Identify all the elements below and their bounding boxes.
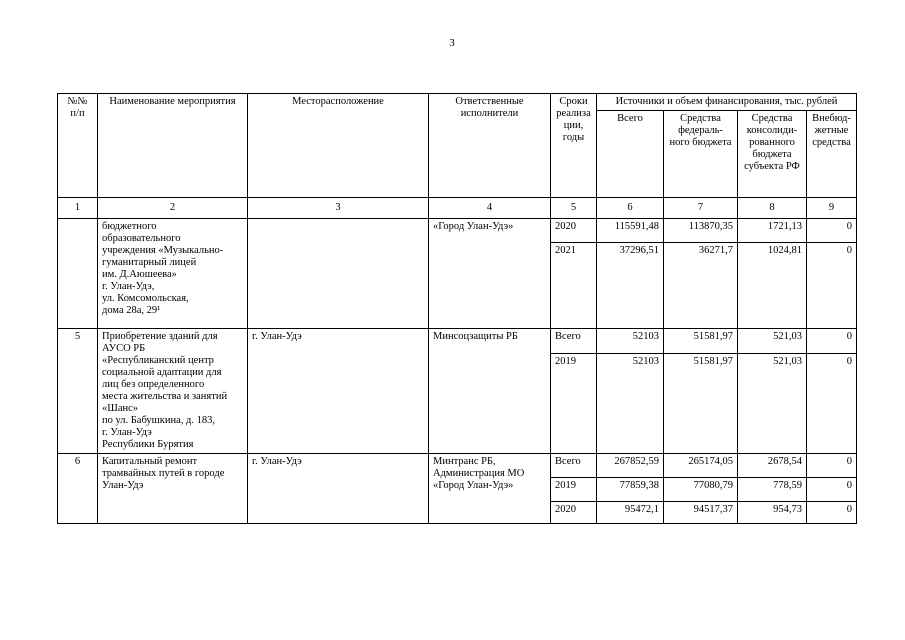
row-location: [248, 219, 429, 329]
column-number-row: [58, 198, 857, 219]
row-extra: 0: [807, 454, 857, 478]
header-extra: Внебюд- жетные средства: [807, 111, 857, 198]
row-extra: 0: [807, 243, 857, 329]
col-number: 6: [597, 198, 664, 219]
row-regional: 2678,54: [738, 454, 807, 478]
row-name: Приобретение зданий для АУСО РБ «Республиканский центр социальной адаптации для лиц без определенного места жительства и занятий «Шанс» по ул. Бабушкина, д. 183, г. Улан-Удэ Республики Бурятия: [98, 329, 248, 454]
row-total: 95472,1: [597, 502, 664, 524]
col-number: 2: [98, 198, 248, 219]
row-federal: 94517,37: [664, 502, 738, 524]
header-total: Всего: [597, 111, 664, 198]
header-years: Сроки реализа ции, годы: [551, 94, 597, 198]
row-year: 2020: [551, 219, 597, 243]
header-name: Наименование мероприятия: [98, 94, 248, 198]
row-extra: 0: [807, 478, 857, 502]
row-regional: 521,03: [738, 329, 807, 354]
row-total: 77859,38: [597, 478, 664, 502]
table-row: [58, 454, 857, 478]
row-total: 267852,59: [597, 454, 664, 478]
page-number: 3: [449, 37, 455, 49]
table-row: [58, 329, 857, 354]
row-responsible: Минсоцзащиты РБ: [429, 329, 551, 454]
row-total: 115591,48: [597, 219, 664, 243]
col-number: 9: [807, 198, 857, 219]
row-year: 2021: [551, 243, 597, 329]
row-regional: 778,59: [738, 478, 807, 502]
row-year: 2019: [551, 478, 597, 502]
row-extra: 0: [807, 502, 857, 524]
row-total: 52103: [597, 329, 664, 354]
col-number: 1: [58, 198, 98, 219]
col-number: 8: [738, 198, 807, 219]
header-federal: Средства федераль- ного бюджета: [664, 111, 738, 198]
row-location: г. Улан-Удэ: [248, 329, 429, 454]
header-responsible: Ответственные исполнители: [429, 94, 551, 198]
row-total: 52103: [597, 354, 664, 454]
row-regional: 1024,81: [738, 243, 807, 329]
table-row: [58, 219, 857, 243]
row-extra: 0: [807, 329, 857, 354]
row-responsible: Минтранс РБ, Администрация МО «Город Улан-Удэ»: [429, 454, 551, 524]
row-year: Всего: [551, 454, 597, 478]
row-extra: 0: [807, 354, 857, 454]
col-number: 4: [429, 198, 551, 219]
header-num: №№ п/п: [58, 94, 98, 198]
row-regional: 1721,13: [738, 219, 807, 243]
row-location: г. Улан-Удэ: [248, 454, 429, 524]
row-name: Капитальный ремонт трамвайных путей в городе Улан-Удэ: [98, 454, 248, 524]
header-location: Месторасположение: [248, 94, 429, 198]
row-num: 6: [58, 454, 98, 524]
header-funding: Источники и объем финансирования, тыс. рублей: [597, 94, 857, 111]
row-regional: 521,03: [738, 354, 807, 454]
row-regional: 954,73: [738, 502, 807, 524]
row-num: [58, 219, 98, 329]
row-total: 37296,51: [597, 243, 664, 329]
col-number: 5: [551, 198, 597, 219]
row-responsible: «Город Улан-Удэ»: [429, 219, 551, 329]
col-number: 7: [664, 198, 738, 219]
col-number: 3: [248, 198, 429, 219]
row-federal: 265174,05: [664, 454, 738, 478]
header-row-1: [58, 94, 857, 111]
row-name: бюджетного образовательного учреждения «Музыкально- гуманитарный лицей им. Д.Аюшеева» г. Улан-Удэ, ул. Комсомольская, дома 28а, 29¹: [98, 219, 248, 329]
row-num: 5: [58, 329, 98, 454]
row-extra: 0: [807, 219, 857, 243]
row-year: 2020: [551, 502, 597, 524]
header-regional: Средства консолиди- рованного бюджета субъекта РФ: [738, 111, 807, 198]
row-federal: 36271,7: [664, 243, 738, 329]
row-federal: 77080,79: [664, 478, 738, 502]
funding-table: [57, 93, 857, 524]
row-federal: 51581,97: [664, 329, 738, 354]
row-federal: 113870,35: [664, 219, 738, 243]
row-year: Всего: [551, 329, 597, 354]
row-federal: 51581,97: [664, 354, 738, 454]
row-year: 2019: [551, 354, 597, 454]
